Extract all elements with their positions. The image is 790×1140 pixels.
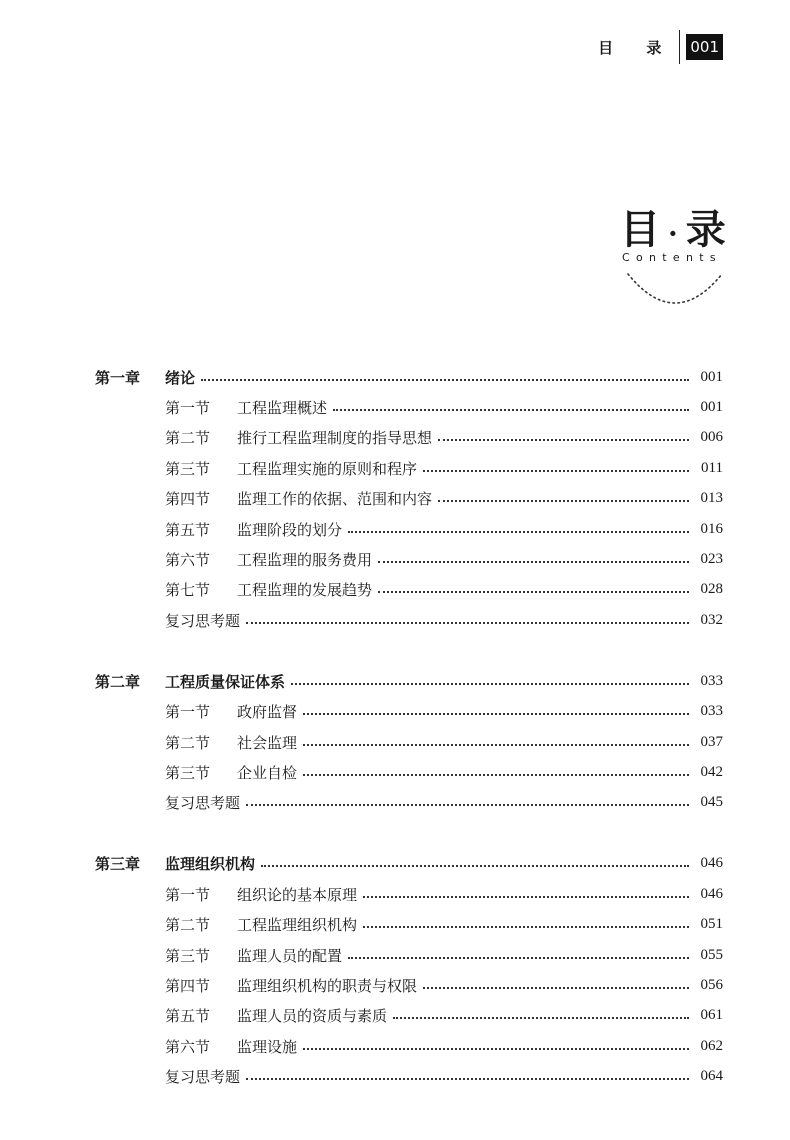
section-page-number: 051 (700, 916, 723, 933)
page-subtitle: Contents (622, 251, 722, 264)
section-title: 工程监理组织机构 (237, 916, 358, 935)
section-number: 第四节 (165, 976, 211, 995)
section-title: 监理工作的依据、范围和内容 (237, 490, 433, 509)
section-title: 监理人员的配置 (237, 946, 343, 965)
section-number: 第七节 (165, 581, 211, 600)
toc-section-row[interactable] (0, 697, 790, 727)
section-page-number: 033 (700, 703, 723, 720)
header-divider (679, 30, 680, 64)
toc-section-row[interactable] (0, 727, 790, 757)
section-page-number: 032 (700, 611, 723, 628)
section-title: 复习思考题 (165, 794, 241, 813)
dot-leader (303, 1047, 689, 1050)
dot-leader (246, 621, 689, 624)
section-entry (165, 488, 723, 509)
toc-section-row[interactable] (0, 879, 790, 909)
section-entry (165, 701, 723, 722)
section-title: 复习思考题 (165, 1068, 241, 1087)
chapter-title: 监理组织机构 (165, 855, 256, 874)
section-entry (165, 519, 723, 540)
toc-section-row[interactable] (0, 1001, 790, 1031)
section-entry (165, 427, 723, 448)
dot-leader (291, 682, 689, 685)
dot-leader (348, 530, 689, 533)
chapter-label: 第三章 (95, 855, 141, 874)
section-number: 第五节 (165, 1007, 211, 1026)
page-title-left: 目 (620, 206, 662, 253)
toc-section-row[interactable] (0, 757, 790, 787)
section-number: 第五节 (165, 520, 211, 539)
section-entry (165, 1066, 723, 1087)
chapter-entry (165, 367, 723, 388)
running-header (598, 33, 723, 61)
section-entry (165, 1005, 723, 1026)
section-entry (165, 884, 723, 905)
section-number: 第二节 (165, 429, 211, 448)
dot-leader (438, 499, 689, 502)
dot-leader (261, 864, 689, 867)
chapter-page-number: 046 (700, 855, 723, 872)
section-title: 监理阶段的划分 (237, 520, 343, 539)
dot-leader (363, 925, 689, 928)
section-page-number: 055 (700, 946, 723, 963)
section-page-number: 064 (700, 1068, 723, 1085)
section-title: 监理组织机构的职责与权限 (237, 976, 418, 995)
toc-section-row[interactable] (0, 605, 790, 635)
dot-leader (363, 895, 689, 898)
page-title-dot: · (668, 216, 680, 250)
dot-leader (378, 590, 689, 593)
section-entry (165, 914, 723, 935)
section-number: 第三节 (165, 946, 211, 965)
section-page-number: 001 (700, 398, 723, 415)
section-page-number: 023 (700, 550, 723, 567)
dot-leader (348, 956, 689, 959)
section-number: 第二节 (165, 733, 211, 752)
section-number: 第一节 (165, 398, 211, 417)
section-page-number: 011 (701, 459, 723, 476)
section-entry (165, 792, 723, 813)
section-page-number: 028 (700, 581, 723, 598)
section-title: 工程监理概述 (237, 398, 328, 417)
section-title: 复习思考题 (165, 611, 241, 630)
section-entry (165, 732, 723, 753)
section-number: 第一节 (165, 703, 211, 722)
section-number: 第三节 (165, 763, 211, 782)
toc-section-row[interactable] (0, 544, 790, 574)
page-number-badge: 001 (686, 34, 723, 60)
dot-leader (423, 469, 689, 472)
toc-chapter-row[interactable] (0, 849, 790, 879)
chapter-title: 绪论 (165, 368, 196, 387)
toc-section-row[interactable] (0, 1031, 790, 1061)
dot-leader (303, 712, 689, 715)
section-entry (165, 762, 723, 783)
section-entry (165, 975, 723, 996)
chapter-page-number: 001 (700, 368, 723, 385)
dotted-arc-ornament (620, 262, 730, 312)
dot-leader (246, 1077, 689, 1080)
section-page-number: 042 (700, 763, 723, 780)
section-title: 监理人员的资质与素质 (237, 1007, 388, 1026)
toc-section-row[interactable] (0, 392, 790, 422)
section-number: 第二节 (165, 916, 211, 935)
section-page-number: 006 (700, 429, 723, 446)
section-title: 工程监理的发展趋势 (237, 581, 373, 600)
toc-section-row[interactable] (0, 484, 790, 514)
dot-leader (423, 986, 689, 989)
section-number: 第一节 (165, 885, 211, 904)
chapter-entry (165, 671, 723, 692)
section-title: 工程监理的服务费用 (237, 550, 373, 569)
dot-leader (438, 438, 689, 441)
toc-section-row[interactable] (0, 575, 790, 605)
toc-section-row[interactable] (0, 940, 790, 970)
dot-leader (246, 803, 689, 806)
toc-section-row[interactable] (0, 910, 790, 940)
section-page-number: 061 (700, 1007, 723, 1024)
section-number: 第三节 (165, 459, 211, 478)
section-page-number: 016 (700, 520, 723, 537)
toc-section-row[interactable] (0, 423, 790, 453)
section-title: 监理设施 (237, 1037, 298, 1056)
section-entry (165, 397, 723, 418)
section-title: 组织论的基本原理 (237, 885, 358, 904)
toc-section-row[interactable] (0, 1062, 790, 1092)
dot-leader (378, 560, 689, 563)
section-title: 社会监理 (237, 733, 298, 752)
toc-section-row[interactable] (0, 970, 790, 1000)
section-page-number: 013 (700, 490, 723, 507)
section-page-number: 037 (700, 733, 723, 750)
chapter-page-number: 033 (700, 672, 723, 689)
dot-leader (201, 378, 689, 381)
section-entry (165, 579, 723, 600)
running-header-title: 目 录 (598, 38, 676, 57)
chapter-entry (165, 853, 723, 874)
section-title: 政府监督 (237, 703, 298, 722)
section-number: 第六节 (165, 1037, 211, 1056)
section-page-number: 056 (700, 976, 723, 993)
section-page-number: 046 (700, 885, 723, 902)
toc-chapter-row[interactable] (0, 666, 790, 696)
toc-section-row[interactable] (0, 788, 790, 818)
chapter-label: 第一章 (95, 368, 141, 387)
section-page-number: 062 (700, 1037, 723, 1054)
section-number: 第六节 (165, 550, 211, 569)
section-entry (165, 610, 723, 631)
section-title: 企业自检 (237, 763, 298, 782)
toc-section-row[interactable] (0, 514, 790, 544)
section-title: 工程监理实施的原则和程序 (237, 459, 418, 478)
section-page-number: 045 (700, 794, 723, 811)
section-entry (165, 945, 723, 966)
toc-section-row[interactable] (0, 453, 790, 483)
page-title (620, 198, 730, 255)
chapter-label: 第二章 (95, 672, 141, 691)
section-number: 第四节 (165, 490, 211, 509)
page-title-right: 录 (685, 206, 728, 253)
dot-leader (393, 1016, 689, 1019)
section-entry (165, 458, 723, 479)
chapter-title: 工程质量保证体系 (165, 672, 286, 691)
section-entry (165, 1036, 723, 1057)
section-title: 推行工程监理制度的指导思想 (237, 429, 433, 448)
dot-leader (303, 773, 689, 776)
toc-chapter-row[interactable] (0, 362, 790, 392)
dot-leader (303, 743, 689, 746)
dot-leader (333, 408, 689, 411)
section-entry (165, 549, 723, 570)
